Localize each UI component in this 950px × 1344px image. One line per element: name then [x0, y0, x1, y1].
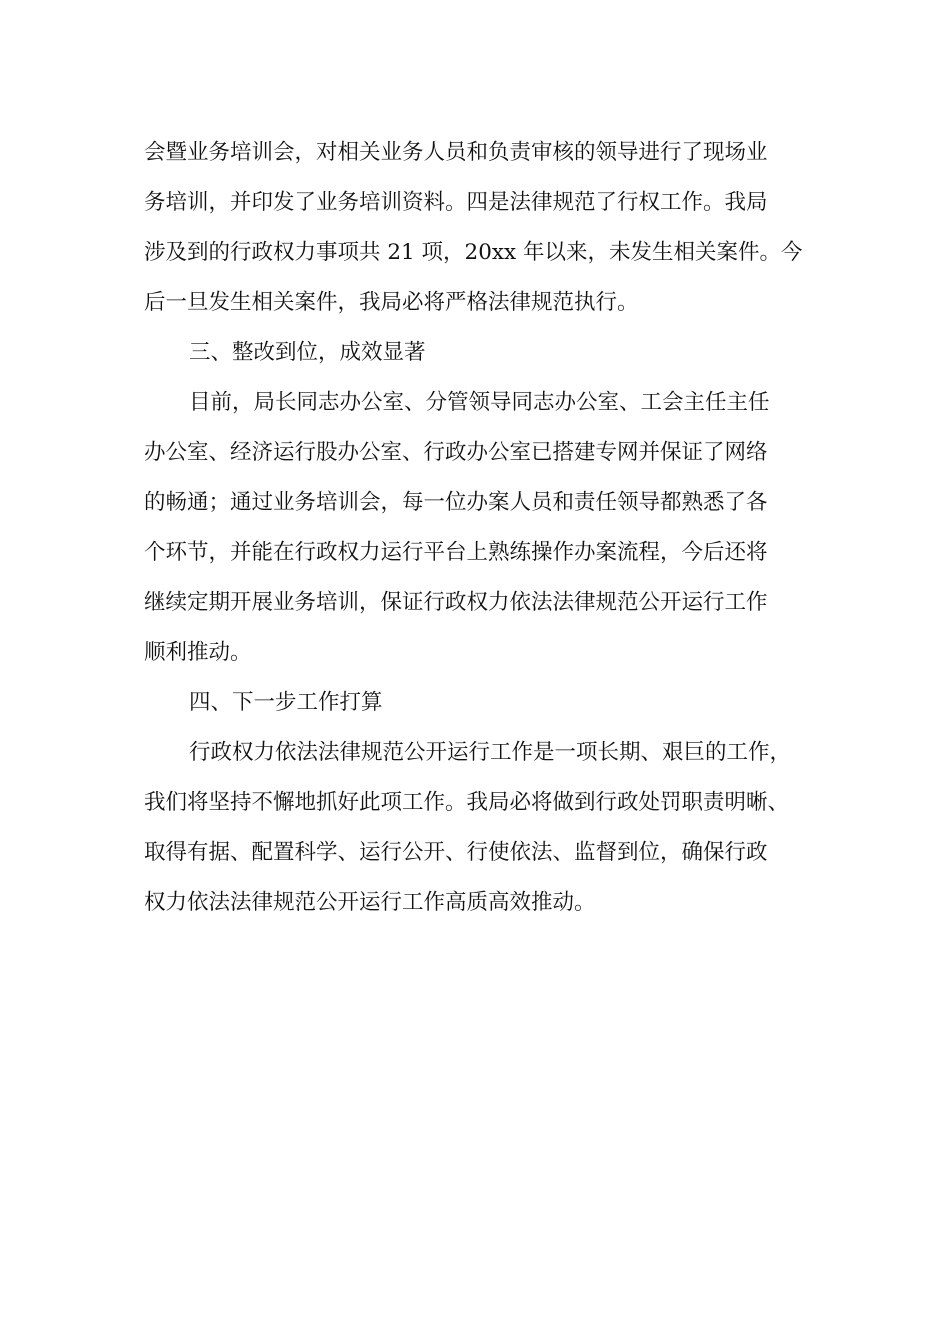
- paragraph-line: 后一旦发生相关案件，我局必将严格法律规范执行。: [144, 290, 639, 315]
- document-body: [144, 128, 808, 928]
- paragraph-line: 涉及到的行政权力事项共 21 项，20xx 年以来，未发生相关案件。今: [144, 240, 803, 265]
- paragraph-line: 权力依法法律规范公开运行工作高质高效推动。: [144, 890, 596, 915]
- paragraph-line: 我们将坚持不懈地抓好此项工作。我局必将做到行政处罚职责明晰、: [144, 790, 790, 815]
- paragraph-line: 办公室、经济运行股办公室、行政办公室已搭建专网并保证了网络: [144, 440, 768, 465]
- paragraph-line: 取得有据、配置科学、运行公开、行使依法、监督到位，确保行政: [144, 840, 768, 865]
- paragraph-line: 的畅通；通过业务培训会，每一位办案人员和责任领导都熟悉了各: [144, 490, 768, 515]
- paragraph-line: 个环节，并能在行政权力运行平台上熟练操作办案流程，今后还将: [144, 540, 768, 565]
- paragraph-line: 继续定期开展业务培训，保证行政权力依法法律规范公开运行工作: [144, 590, 768, 615]
- paragraph-line: 行政权力依法法律规范公开运行工作是一项长期、艰巨的工作，: [189, 740, 792, 765]
- paragraph-line: 目前，局长同志办公室、分管领导同志办公室、工会主任主任: [189, 390, 770, 415]
- paragraph-line: 务培训，并印发了业务培训资料。四是法律规范了行权工作。我局: [144, 190, 768, 215]
- paragraph-line: 顺利推动。: [144, 640, 252, 665]
- section-heading-3: 三、整改到位，成效显著: [189, 340, 426, 365]
- section-heading-4: 四、下一步工作打算: [189, 690, 383, 715]
- paragraph-line: 会暨业务培训会，对相关业务人员和负责审核的领导进行了现场业: [144, 140, 768, 165]
